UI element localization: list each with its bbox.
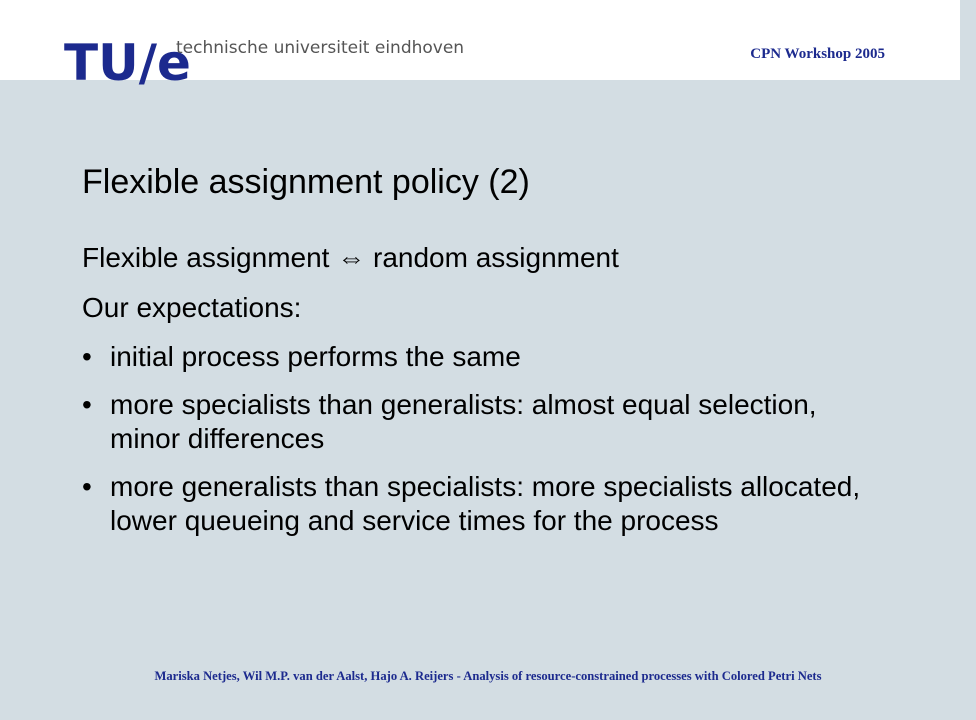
bullet-icon: • (82, 471, 92, 502)
content-line: Our expectations: (82, 292, 302, 323)
bullet-icon: • (82, 389, 92, 420)
workshop-label: CPN Workshop 2005 (750, 46, 885, 62)
expectations-list (82, 340, 882, 538)
tue-logo-text: TU/e (64, 34, 191, 92)
list-item (82, 388, 882, 456)
slide-footer: Mariska Netjes, Wil M.P. van der Aalst, Hajo A. Reijers - Analysis of resource-constrained processes with Colored Petri Nets (154, 669, 822, 683)
bullet-icon: • (82, 341, 92, 372)
university-name: technische universiteit eindhoven (176, 38, 465, 58)
content-line: Flexible assignment ⇔ random assignment (82, 242, 619, 273)
slide-title: Flexible assignment policy (2) (82, 163, 530, 201)
slide-content (82, 240, 882, 552)
list-item (82, 470, 882, 538)
tue-logo (64, 34, 191, 92)
slide-header (0, 0, 960, 92)
list-item (82, 340, 882, 374)
list-item-text: more generalists than specialists: more specialists allocated, lower queueing and service times for the process (110, 471, 861, 536)
list-item-text: initial process performs the same (110, 341, 521, 372)
list-item-text: more specialists than generalists: almost equal selection, minor differences (110, 389, 817, 454)
